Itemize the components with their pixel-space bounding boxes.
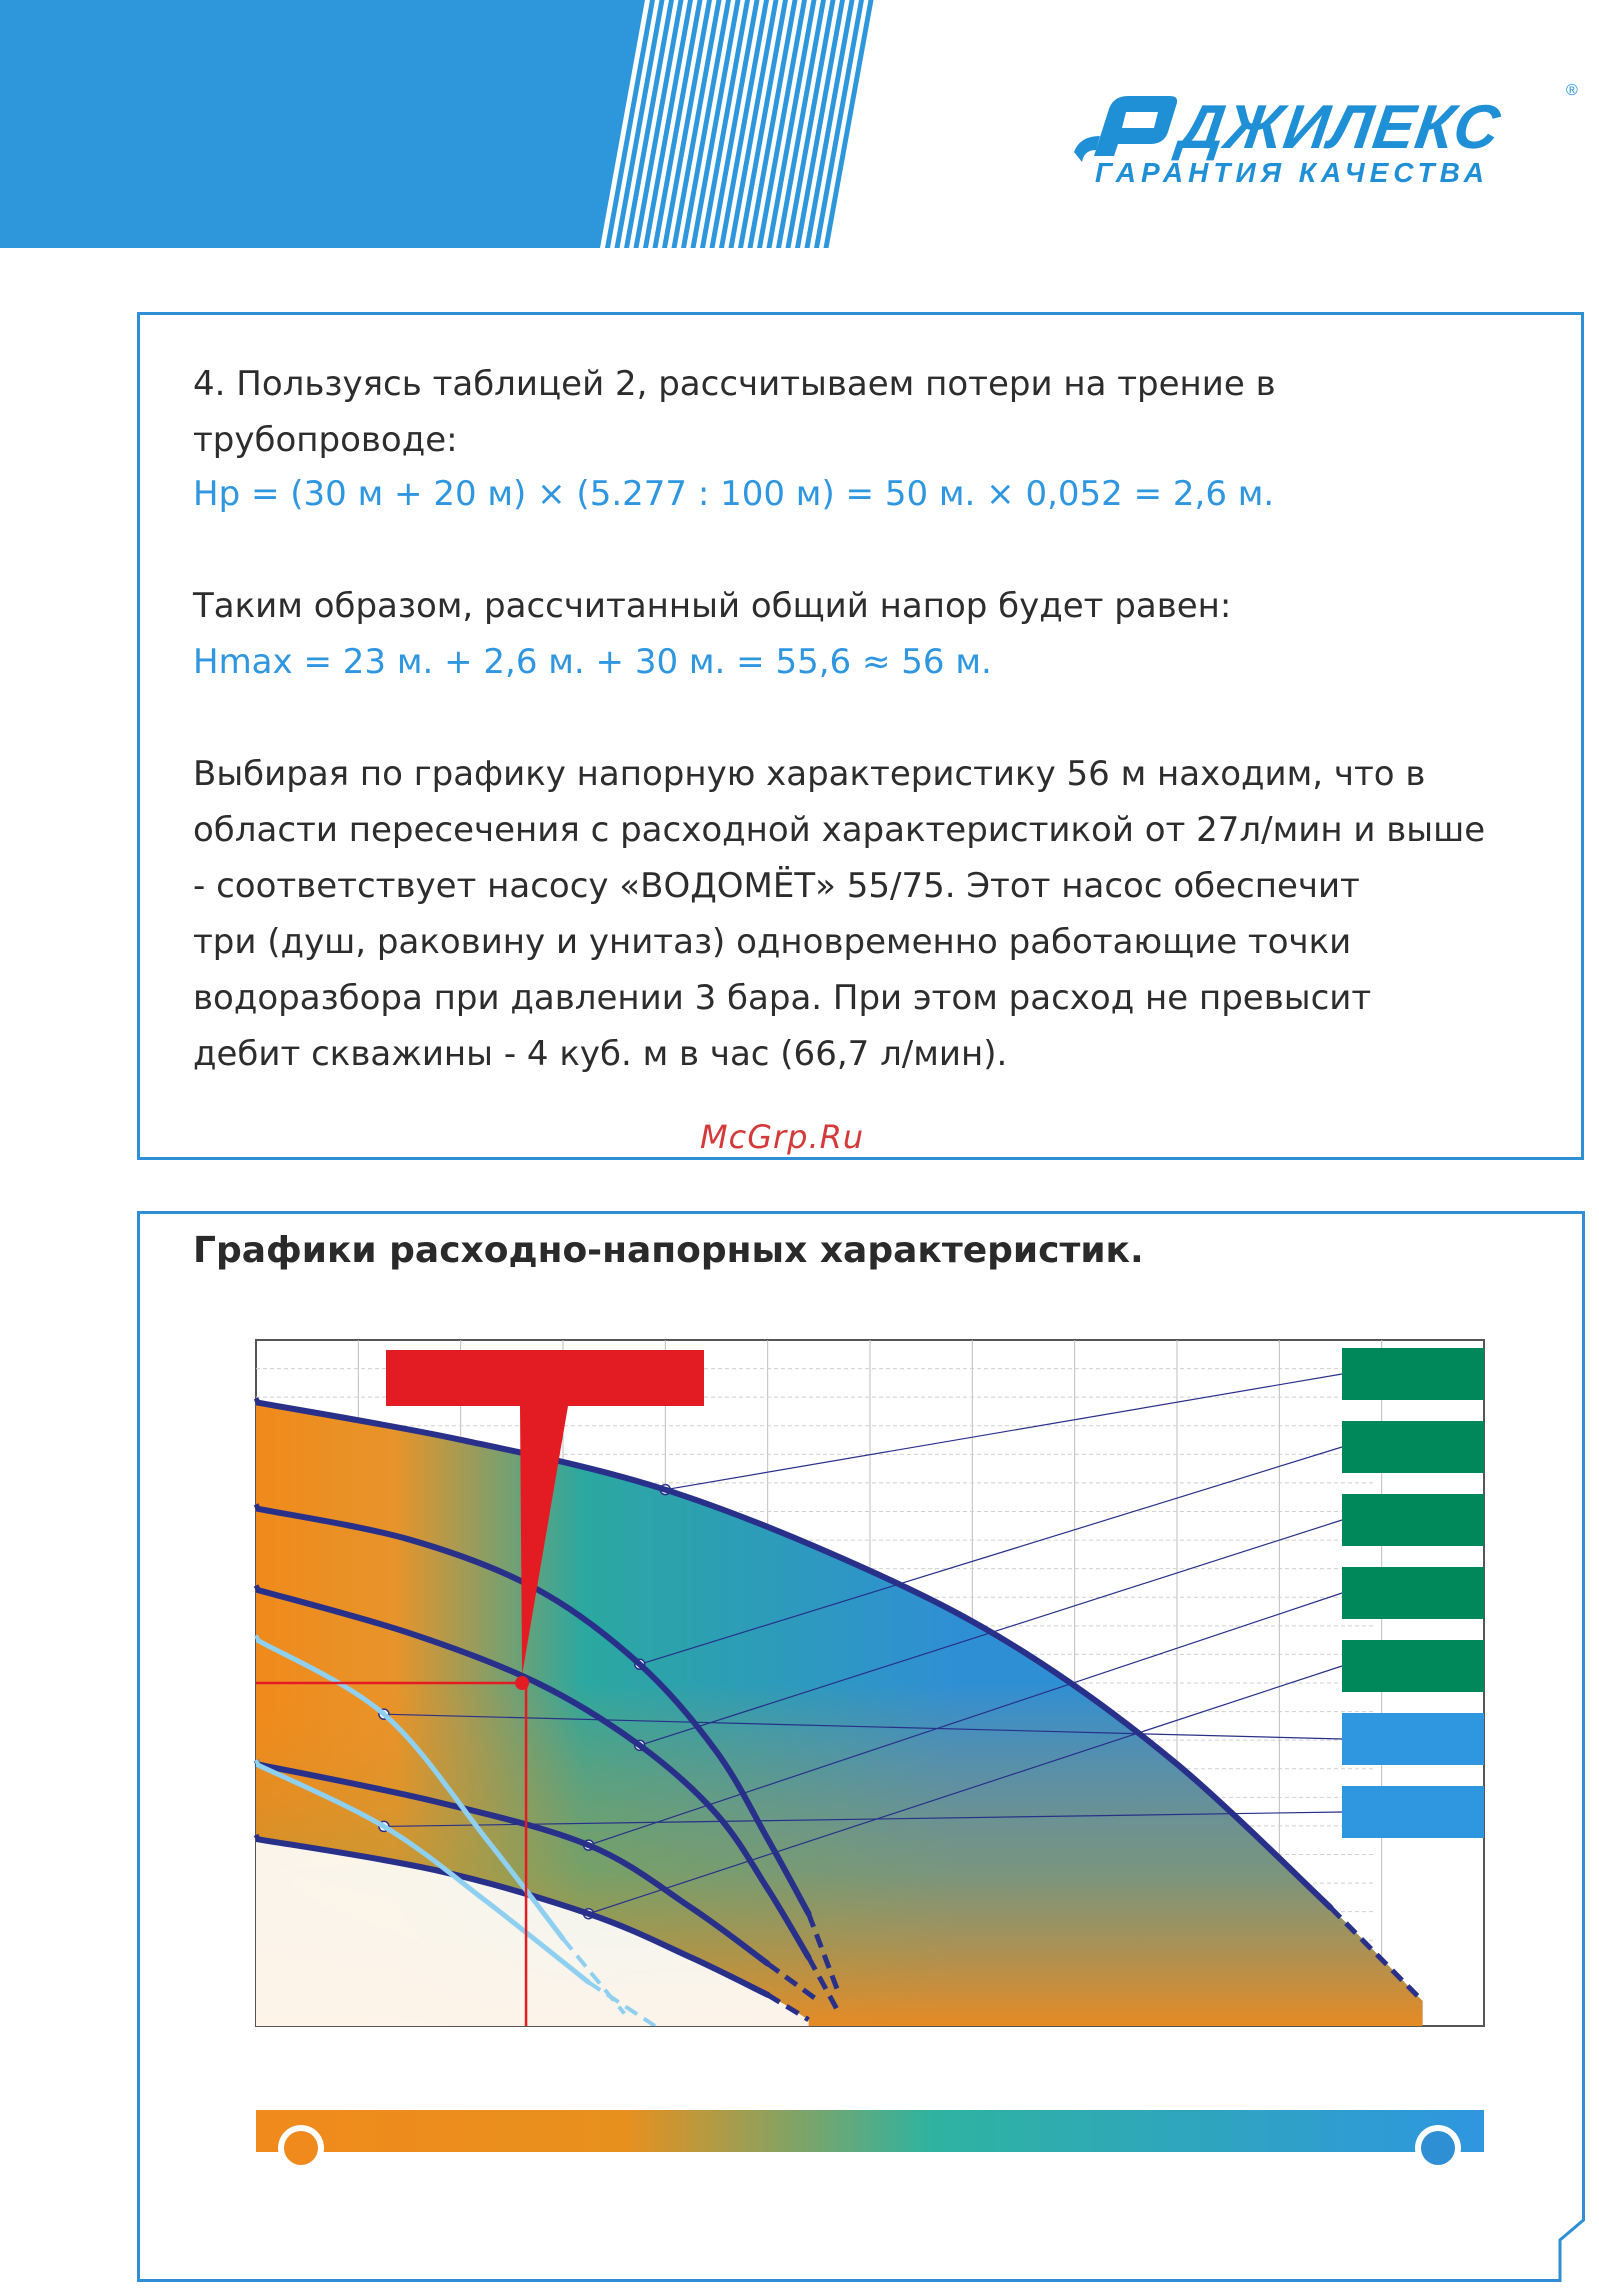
performance-curve-head <box>256 1398 258 1402</box>
total-head-intro: Таким образом, рассчитанный общий напор будет равен: <box>193 586 1232 626</box>
scale-bar <box>256 2110 1484 2152</box>
legend-swatch <box>1342 1567 1484 1619</box>
legend-swatch <box>1342 1713 1484 1765</box>
chart-title: Графики расходно-напорных характеристик. <box>193 1230 1144 1271</box>
watermark: McGrp.Ru <box>700 1118 865 1156</box>
conclusion-line-3: - соответствует насосу «ВОДОМЁТ» 55/75. Этот насос обеспечит <box>193 866 1360 906</box>
conclusion-line-1: Выбирая по графику напорную характеристику 56 м находим, что в <box>193 754 1426 794</box>
scale-right-dot <box>1421 2131 1455 2165</box>
legend-swatch <box>1342 1421 1484 1473</box>
marker-flag <box>386 1350 704 1406</box>
conclusion-line-5: водоразбора при давлении 3 бара. При этом расход не превысит <box>193 978 1372 1018</box>
conclusion-line-2: области пересечения с расходной характеристикой от 27л/мин и выше <box>193 810 1486 850</box>
gradient-scale-bar <box>256 2110 1484 2171</box>
performance-curve-head <box>256 1504 258 1508</box>
registered-mark: ® <box>1566 82 1578 99</box>
brand-tagline: ГАРАНТИЯ КАЧЕСТВА <box>1095 157 1489 188</box>
legend-swatch <box>1342 1786 1484 1838</box>
legend-swatch <box>1342 1640 1484 1692</box>
brand-name: ДЖИЛЕКС <box>1175 93 1505 162</box>
step4-line1: 4. Пользуясь таблицей 2, рассчитываем потери на трение в <box>193 364 1276 404</box>
legend-swatch <box>1342 1348 1484 1400</box>
formula-friction-loss: Hp = (30 м + 20 м) × (5.277 : 100 м) = 50 м. × 0,052 = 2,6 м. <box>193 474 1275 514</box>
conclusion-line-4: три (душ, раковину и унитаз) одновременно работающие точки <box>193 922 1352 962</box>
marker-point <box>515 1676 529 1690</box>
performance-curve-head <box>256 1760 258 1764</box>
legend-swatch <box>1342 1494 1484 1546</box>
performance-curve-head <box>256 1635 258 1639</box>
performance-curve-head <box>256 1585 258 1589</box>
step4-line2: трубопроводе: <box>193 420 458 460</box>
formula-total-head: Hmax = 23 м. + 2,6 м. + 30 м. = 55,6 ≈ 56 м. <box>193 642 992 682</box>
conclusion-line-6: дебит скважины - 4 куб. м в час (66,7 л/мин). <box>193 1034 1008 1074</box>
scale-left-dot <box>284 2131 318 2165</box>
performance-curve-head <box>256 1835 258 1839</box>
chart-legend <box>1342 1348 1484 1838</box>
